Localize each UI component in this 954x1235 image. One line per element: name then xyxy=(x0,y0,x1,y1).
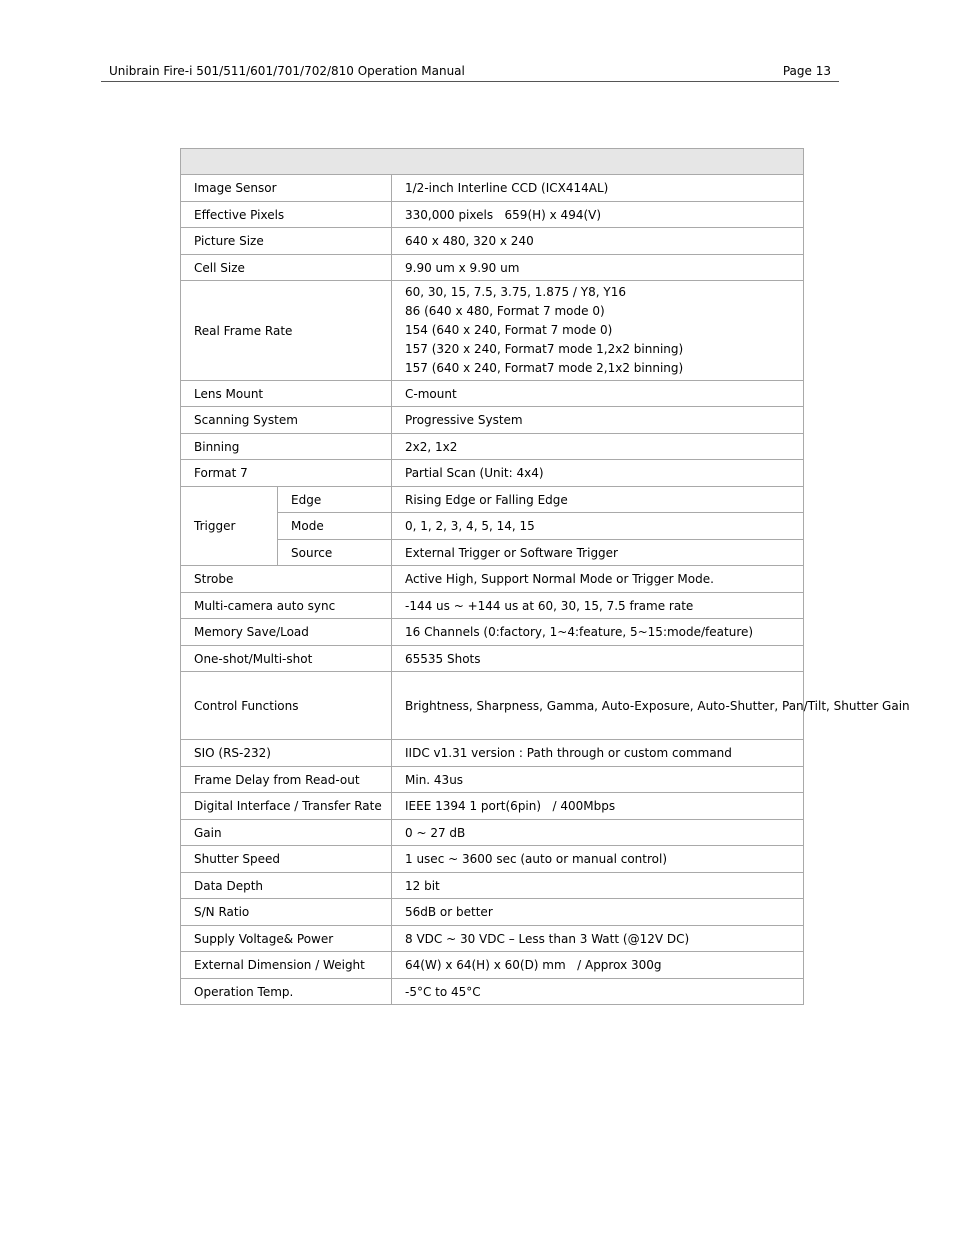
spec-value: 56dB or better xyxy=(392,899,804,926)
spec-value: Partial Scan (Unit: 4x4) xyxy=(392,460,804,487)
frame-rate-line: 157 (640 x 240, Format7 mode 2,1x2 binning) xyxy=(405,361,684,375)
table-row xyxy=(181,487,804,513)
table-row xyxy=(181,899,804,926)
spec-value: C-mount xyxy=(392,381,804,407)
spec-value: 0, 1, 2, 3, 4, 5, 14, 15 xyxy=(392,513,804,540)
spec-label: Shutter Speed xyxy=(181,846,392,873)
frame-rate-line: 154 (640 x 240, Format 7 mode 0) xyxy=(405,323,613,337)
table-row xyxy=(181,767,804,793)
spec-label: Trigger xyxy=(181,487,278,566)
spec-sub-label: Edge xyxy=(278,487,392,513)
table-row xyxy=(181,846,804,873)
spec-value: -144 us ~ +144 us at 60, 30, 15, 7.5 frame rate xyxy=(392,593,804,619)
table-row xyxy=(181,593,804,619)
spec-label: Real Frame Rate xyxy=(181,281,392,381)
spec-value: 9.90 um x 9.90 um xyxy=(392,255,804,281)
spec-value: IIDC v1.31 version : Path through or custom command xyxy=(392,740,804,767)
spec-value: 64(W) x 64(H) x 60(D) mm / Approx 300g xyxy=(392,952,804,979)
frame-rate-line: 157 (320 x 240, Format7 mode 1,2x2 binning) xyxy=(405,342,684,356)
table-row xyxy=(181,202,804,228)
spec-label: One-shot/Multi-shot xyxy=(181,646,392,672)
document-title: Unibrain Fire-i 501/511/601/701/702/810 Operation Manual xyxy=(109,64,465,78)
spec-label: Control Functions xyxy=(181,672,392,740)
spec-label: Digital Interface / Transfer Rate xyxy=(181,793,392,820)
spec-sub-label: Mode xyxy=(278,513,392,540)
spec-label: Memory Save/Load xyxy=(181,619,392,646)
table-row xyxy=(181,228,804,255)
spec-value: Brightness, Sharpness, Gamma, Auto-Exposure, Auto-Shutter, Pan/Tilt, Shutter Gain xyxy=(392,672,804,740)
page-number: Page 13 xyxy=(782,64,831,78)
table-row xyxy=(181,979,804,1005)
spec-label: External Dimension / Weight xyxy=(181,952,392,979)
table-row xyxy=(181,460,804,487)
spec-value: -5°C to 45°C xyxy=(392,979,804,1005)
spec-label: Effective Pixels xyxy=(181,202,392,228)
spec-value: 1/2-inch Interline CCD (ICX414AL) xyxy=(392,175,804,202)
page-header xyxy=(101,62,839,82)
table-row xyxy=(181,381,804,407)
table-row xyxy=(181,952,804,979)
spec-value: Rising Edge or Falling Edge xyxy=(392,487,804,513)
table-row xyxy=(181,566,804,593)
table-row xyxy=(181,255,804,281)
table-row xyxy=(181,672,804,740)
table-row xyxy=(181,407,804,434)
spec-label: Supply Voltage& Power xyxy=(181,926,392,952)
spec-value: 8 VDC ~ 30 VDC – Less than 3 Watt (@12V DC) xyxy=(392,926,804,952)
spec-label: Strobe xyxy=(181,566,392,593)
table-row xyxy=(181,646,804,672)
spec-label: Binning xyxy=(181,434,392,460)
spec-label: SIO (RS-232) xyxy=(181,740,392,767)
spec-label: S/N Ratio xyxy=(181,899,392,926)
spec-value: Progressive System xyxy=(392,407,804,434)
table-header-cell xyxy=(181,149,804,175)
spec-value: 16 Channels (0:factory, 1~4:feature, 5~15:mode/feature) xyxy=(392,619,804,646)
spec-label: Image Sensor xyxy=(181,175,392,202)
spec-value: 12 bit xyxy=(392,873,804,899)
spec-label: Cell Size xyxy=(181,255,392,281)
spec-label: Picture Size xyxy=(181,228,392,255)
table-row xyxy=(181,793,804,820)
table-row xyxy=(181,740,804,767)
spec-label: Multi-camera auto sync xyxy=(181,593,392,619)
spec-value: 1 usec ~ 3600 sec (auto or manual control) xyxy=(392,846,804,873)
spec-value: 330,000 pixels 659(H) x 494(V) xyxy=(392,202,804,228)
table-row xyxy=(181,281,804,381)
table-row xyxy=(181,175,804,202)
table-row xyxy=(181,434,804,460)
specification-table xyxy=(180,148,910,1005)
spec-sub-label: Source xyxy=(278,540,392,566)
spec-label: Operation Temp. xyxy=(181,979,392,1005)
spec-value: Active High, Support Normal Mode or Trigger Mode. xyxy=(392,566,804,593)
spec-label: Format 7 xyxy=(181,460,392,487)
spec-value: 65535 Shots xyxy=(392,646,804,672)
spec-value: 2x2, 1x2 xyxy=(392,434,804,460)
spec-label: Frame Delay from Read-out xyxy=(181,767,392,793)
frame-rate-line: 60, 30, 15, 7.5, 3.75, 1.875 / Y8, Y16 xyxy=(405,285,626,299)
spec-value: Min. 43us xyxy=(392,767,804,793)
table-header-row xyxy=(181,149,804,175)
table-row xyxy=(181,873,804,899)
spec-value: 640 x 480, 320 x 240 xyxy=(392,228,804,255)
spec-label: Scanning System xyxy=(181,407,392,434)
frame-rate-line: 86 (640 x 480, Format 7 mode 0) xyxy=(405,304,605,318)
spec-value: External Trigger or Software Trigger xyxy=(392,540,804,566)
spec-value: 0 ~ 27 dB xyxy=(392,820,804,846)
spec-label: Data Depth xyxy=(181,873,392,899)
spec-value xyxy=(392,281,804,381)
table-row xyxy=(181,619,804,646)
spec-value: IEEE 1394 1 port(6pin) / 400Mbps xyxy=(392,793,804,820)
spec-label: Lens Mount xyxy=(181,381,392,407)
table-row xyxy=(181,820,804,846)
table-row xyxy=(181,926,804,952)
spec-label: Gain xyxy=(181,820,392,846)
